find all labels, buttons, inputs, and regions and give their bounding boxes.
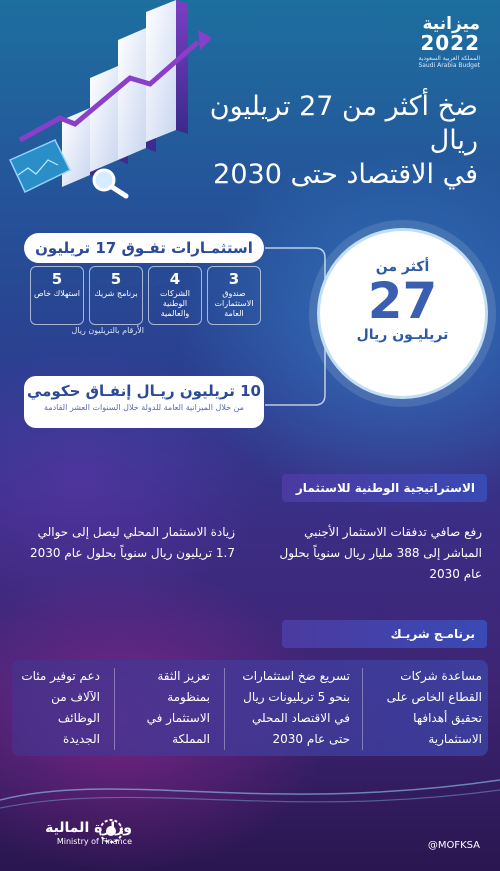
government-spending-subtitle: من خلال الميزانية العامة للدولة خلال السنوات العشر القادمة bbox=[44, 403, 244, 412]
program-divider bbox=[224, 668, 225, 750]
investment-value: 5 bbox=[110, 270, 122, 288]
program-divider bbox=[114, 668, 115, 750]
investment-label: صندوق الاستثمارات العامة bbox=[214, 289, 254, 318]
investment-box-companies bbox=[148, 266, 202, 325]
strategy-item-fdi: رفع صافي تدفقات الاستثمار الأجنبي المباشر إلى 388 مليار ريال سنوياً بحلول عام 2030 bbox=[279, 525, 482, 581]
program-divider bbox=[362, 668, 363, 750]
headline-line1: ضخ أكثر من 27 تريليون ريال bbox=[209, 91, 478, 156]
total-circle bbox=[317, 228, 488, 399]
program-item-2: تسريع ضخ استثمارات بنحو 5 تريليونات ريال في الاقتصاد المحلي حتى عام 2030 bbox=[242, 669, 350, 746]
program-item-3: تعزيز الثقة بمنظومة الاستثمار في المملكة bbox=[146, 669, 210, 746]
circle-bottom-text: تريليـون ريال bbox=[356, 327, 449, 343]
investment-value: 4 bbox=[169, 270, 181, 288]
strategy-item-local-investment: زيادة الاستثمار المحلي ليصل إلى حوالي 1.7 تريليون ريال سنوياً بحلول عام 2030 bbox=[29, 525, 235, 560]
social-handle: @MOFKSA bbox=[427, 840, 480, 851]
investment-value: 3 bbox=[228, 270, 240, 288]
investment-box-pif bbox=[207, 266, 261, 325]
investment-label: الشركات الوطنية والعالمية bbox=[160, 289, 190, 318]
logo-subtitle-ar: المملكة العربية السعودية bbox=[418, 55, 480, 62]
logo-year: 2022 bbox=[420, 31, 480, 55]
circle-number: 27 bbox=[367, 272, 438, 330]
decorative-waves bbox=[0, 760, 500, 820]
investments-note: الأرقام بالتريليون ريال bbox=[71, 326, 144, 335]
program-item-4: دعم توفير مئات الآلاف من الوظائف الجديدة bbox=[21, 669, 100, 746]
government-spending-card bbox=[24, 376, 264, 428]
investment-box-consumption bbox=[30, 266, 84, 325]
program-item-1: مساعدة شركات القطاع الخاص على تحقيق أهدافها الاستثمارية bbox=[386, 669, 482, 746]
ministry-name-en: Ministry of Finance bbox=[56, 837, 132, 846]
strategy-header: الاستراتيجية الوطنية للاستثمار bbox=[282, 474, 487, 502]
program-header: برنامـج شريـك bbox=[282, 620, 487, 648]
government-spending-title: 10 تريليون ريـال إنفـاق حكومي bbox=[27, 382, 261, 400]
ministry-name-ar: وزارة المالية bbox=[45, 820, 132, 836]
logo-subtitle-en: Saudi Arabia Budget bbox=[418, 62, 480, 69]
investments-card: استثمـارات تفـوق 17 تريليون ريال bbox=[24, 233, 264, 263]
logo-title: ميزانية bbox=[422, 14, 480, 34]
investment-box-shareek bbox=[89, 266, 143, 325]
investment-value: 5 bbox=[51, 270, 63, 288]
circle-top-text: أكثر من bbox=[375, 259, 430, 275]
headline-line2: في الاقتصاد حتى 2030 bbox=[213, 159, 478, 190]
investment-label: برنامج شريك bbox=[94, 289, 138, 298]
investment-label: استهلاك خاص bbox=[34, 289, 80, 298]
ministry-of-finance-logo bbox=[22, 820, 132, 846]
